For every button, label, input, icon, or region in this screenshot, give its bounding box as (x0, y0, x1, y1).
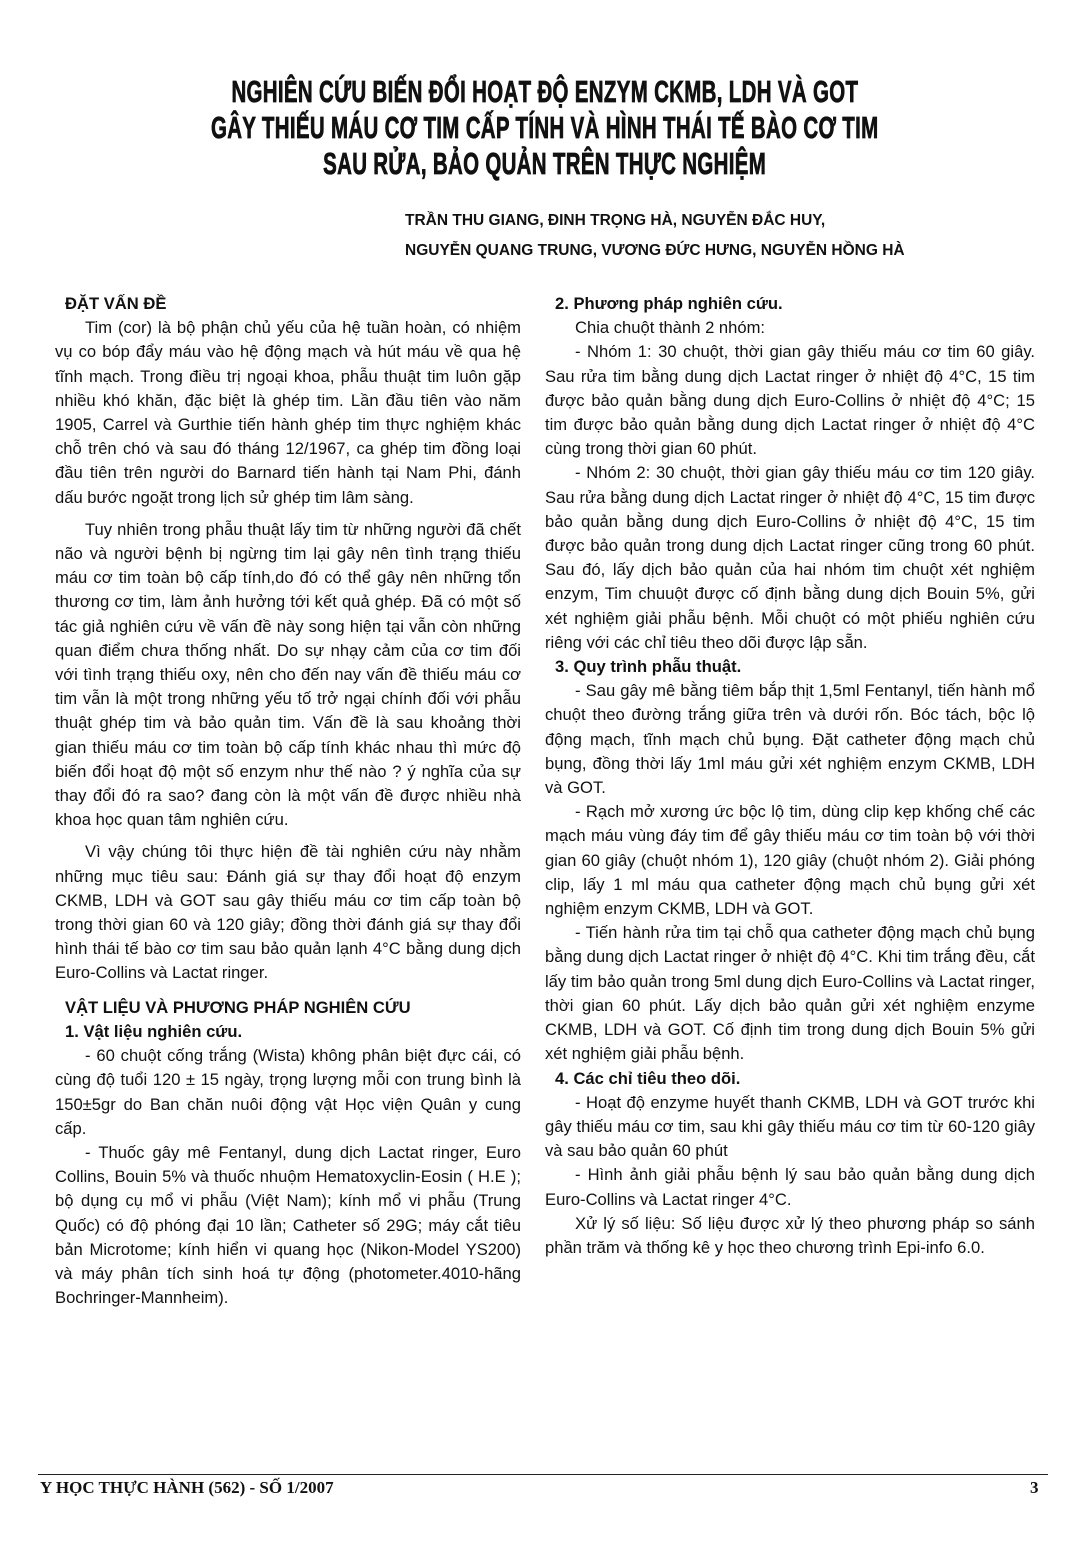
subsection-heading: 4. Các chỉ tiêu theo dõi. (555, 1068, 741, 1088)
section-heading: ĐẶT VẤN ĐỀ (65, 294, 167, 313)
paragraph: - Sau gây mê bằng tiêm bắp thịt 1,5ml Fentanyl, tiến hành mổ chuột theo đường trắng giữa trên và dưới rốn. Bóc tách, bộc lộ động mạch, tĩnh mạch chủ bụng. Đặt catheter động mạch chủ bụng, đồng thời lấy 1ml máu gửi xét nghiệm enzym CKMB, LDH và GOT. (545, 681, 1035, 798)
left-column (55, 292, 521, 1310)
paragraph: - Nhóm 1: 30 chuột, thời gian gây thiếu máu cơ tim 60 giây. Sau rửa tim bằng dung dịch Lactat ringer ở nhiệt độ 4°C, 15 tim được bảo quản bằng dung dịch Euro-Collins ở nhiệt độ 4°C; 15 tim được bảo quản bằng dung dịch Lactat ringer ở nhiệt độ 4°C cùng trong thời gian 60 phút. (545, 342, 1035, 459)
paragraph: - Rạch mở xương ức bộc lộ tim, dùng clip kẹp khống chế các mạch máu vùng đáy tim để gây thiếu máu cơ tim toàn bộ với thời gian 60 giây (chuột nhóm 1), 120 giây (chuột nhóm 2). Giải phóng clip, lấy 1 ml máu qua catheter động mạch chủ bụng gửi xét nghiệm enzym CKMB, LDH và GOT. (545, 802, 1035, 919)
authors (405, 206, 905, 266)
title-line-1: NGHIÊN CỨU BIẾN ĐỔI HOẠT ĐỘ ENZYM CKMB, LDH VÀ GOT (231, 74, 859, 109)
subsection-heading: 2. Phương pháp nghiên cứu. (555, 294, 783, 313)
paragraph: - Nhóm 2: 30 chuột, thời gian gây thiếu máu cơ tim 120 giây. Sau rửa bằng dung dịch Lactat ringer ở nhiệt độ 4°C, 15 tim được bảo quản bằng dung dịch Euro-Collins ở nhiệt độ 4°C, 15 tim được bảo quản trong dung dịch Lactat ringer cũng trong 60 phút. Sau đó, lấy dịch bảo quản của hai nhóm tim chuột xét nghiệm enzym, Tim chuuột được cố định bằng dung dịch Bouin 5%, gửi xét nghiệm giải phẫu bệnh. Mỗi chuột có một phiếu nghiên cứu riêng với các chỉ tiêu theo dõi được lập sẵn. (545, 463, 1035, 652)
article-title (0, 74, 1090, 182)
paragraph: - Hình ảnh giải phẫu bệnh lý sau bảo quản bằng dung dịch Euro-Collins và Lactat ringer 4°C. (545, 1165, 1035, 1209)
title-line-3: SAU RỬA, BẢO QUẢN TRÊN THỰC NGHIỆM (323, 146, 767, 181)
authors-line-1: TRẦN THU GIANG, ĐINH TRỌNG HÀ, NGUYỄN ĐẮC HUY, (405, 212, 826, 229)
authors-line-2: NGUYỄN QUANG TRUNG, VƯƠNG ĐỨC HƯNG, NGUYỄN HỒNG HÀ (405, 242, 905, 259)
paragraph: - Hoạt độ enzyme huyết thanh CKMB, LDH và GOT trước khi gây thiếu máu cơ tim, sau khi gây thiếu máu cơ tim từ 60-120 giây và sau bảo quản 60 phút (545, 1092, 1035, 1161)
paragraph: Chia chuột thành 2 nhóm: (575, 318, 766, 338)
footer-divider (38, 1474, 1048, 1475)
title-line-2: GÂY THIẾU MÁU CƠ TIM CẤP TÍNH VÀ HÌNH THÁI TẾ BÀO CƠ TIM (211, 110, 879, 145)
subsection-heading: 3. Quy trình phẫu thuật. (555, 657, 742, 677)
paragraph: - 60 chuột cống trắng (Wista) không phân biệt đực cái, có cùng độ tuổi 120 ± 15 ngày, trọng lượng mỗi con trung bình là 150±5gr do Ban chăn nuôi động vật Học viện Quân y cung cấp. (55, 1046, 521, 1138)
paragraph: - Thuốc gây mê Fentanyl, dung dịch Lactat ringer, Euro Collins, Bouin 5% và thuốc nhuộm Hematoxyclin-Eosin ( H.E ); bộ dụng cụ mổ vi phẫu (Việt Nam); kính mổ vi phẫu (Trung Quốc) có độ phóng đại 10 lần; Catheter số 29G; máy cắt tiêu bản Microtome; kính hiển vi quang học (Nikon-Model YS200) và máy phân tích sinh hoá tự động (photometer.4010-hãng Bochringer-Mannheim). (55, 1142, 521, 1308)
paragraph: - Tiến hành rửa tim tại chỗ qua catheter động mạch chủ bụng bằng dung dịch Lactat ringer ở nhiệt độ 4°C. Khi tim trắng đều, cắt lấy tim bảo quản trong 5ml dung dịch Euro-Collins và Lactat ringer, thời gian 60 phút. Lấy dịch bảo quản gửi xét nghiệm enzyme CKMB, LDH và GOT. Cố định tim trong dung dịch Bouin 5% gửi xét nghiệm giải phẫu bệnh. (545, 923, 1035, 1064)
paragraph: Tim (cor) là bộ phận chủ yếu của hệ tuần hoàn, có nhiệm vụ co bóp đẩy máu vào hệ động mạch và hút máu về qua hệ tĩnh mạch. Trong điều trị ngoại khoa, phẫu thuật tim luôn gặp nhiều khó khăn, đặc biệt là ghép tim. Lần đầu tiên vào năm 1905, Carrel và Gurthie tiến hành ghép tim thực nghiệm khác chỗ trên chó và sau đó tháng 12/1967, ca ghép tim đồng loại đầu tiên trên người do Barnard tiến hành tại Nam Phi, đánh dấu bước ngoặt trong lịch sử ghép tim lâm sàng. (55, 318, 521, 507)
paragraph: Vì vậy chúng tôi thực hiện đề tài nghiên cứu này nhằm những mục tiêu sau: Đánh giá sự thay đổi hoạt độ enzym CKMB, LDH và GOT sau gây thiếu máu cơ tim cấp toàn bộ trong thời gian 60 và 120 giây; đồng thời đánh giá sự thay đổi hình thái tế bào cơ tim sau bảo quản lạnh 4°C bằng dung dịch Euro-Collins và Lactat ringer. (55, 842, 521, 983)
section-heading: VẬT LIỆU VÀ PHƯƠNG PHÁP NGHIÊN CỨU (65, 997, 411, 1017)
subsection-heading: 1. Vật liệu nghiên cứu. (65, 1021, 243, 1041)
paragraph: Tuy nhiên trong phẫu thuật lấy tim từ những người đã chết não và người bệnh bị ngừng tim lại gây nên tình trạng thiếu máu cơ tim toàn bộ cấp tính,do đó có thể gây nên những tổn thương cơ tim, làm ảnh hưởng tới kết quả ghép. Đã có một số tác giả nghiên cứu về vấn đề này song hiện tại vẫn còn những quan điểm chưa thống nhất. Do sự nhạy cảm của cơ tim đối với tình trạng thiếu oxy, nên cho đến nay vấn đề thiếu máu cơ tim vẫn là một trong những yếu tố trở ngại chính đối với phẫu thuật ghép tim và bảo quản tim. Vấn đề là sau khoảng thời gian thiếu máu cơ tim toàn bộ cấp tính khác nhau thì mức độ biến đổi hoạt độ một số enzym như thế nào ? ý nghĩa của sự thay đổi đó ra sao? đang còn là một vấn đề được nhiều nhà khoa học quan tâm nghiên cứu. (55, 519, 521, 830)
paragraph: Xử lý số liệu: Số liệu được xử lý theo phương pháp so sánh phần trăm và thống kê y học theo chương trình Epi-info 6.0. (545, 1213, 1035, 1257)
journal-footer: Y HỌC THỰC HÀNH (562) - SỐ 1/2007 (40, 1478, 334, 1497)
right-column (545, 292, 1035, 1260)
page-number: 3 (1030, 1478, 1039, 1497)
